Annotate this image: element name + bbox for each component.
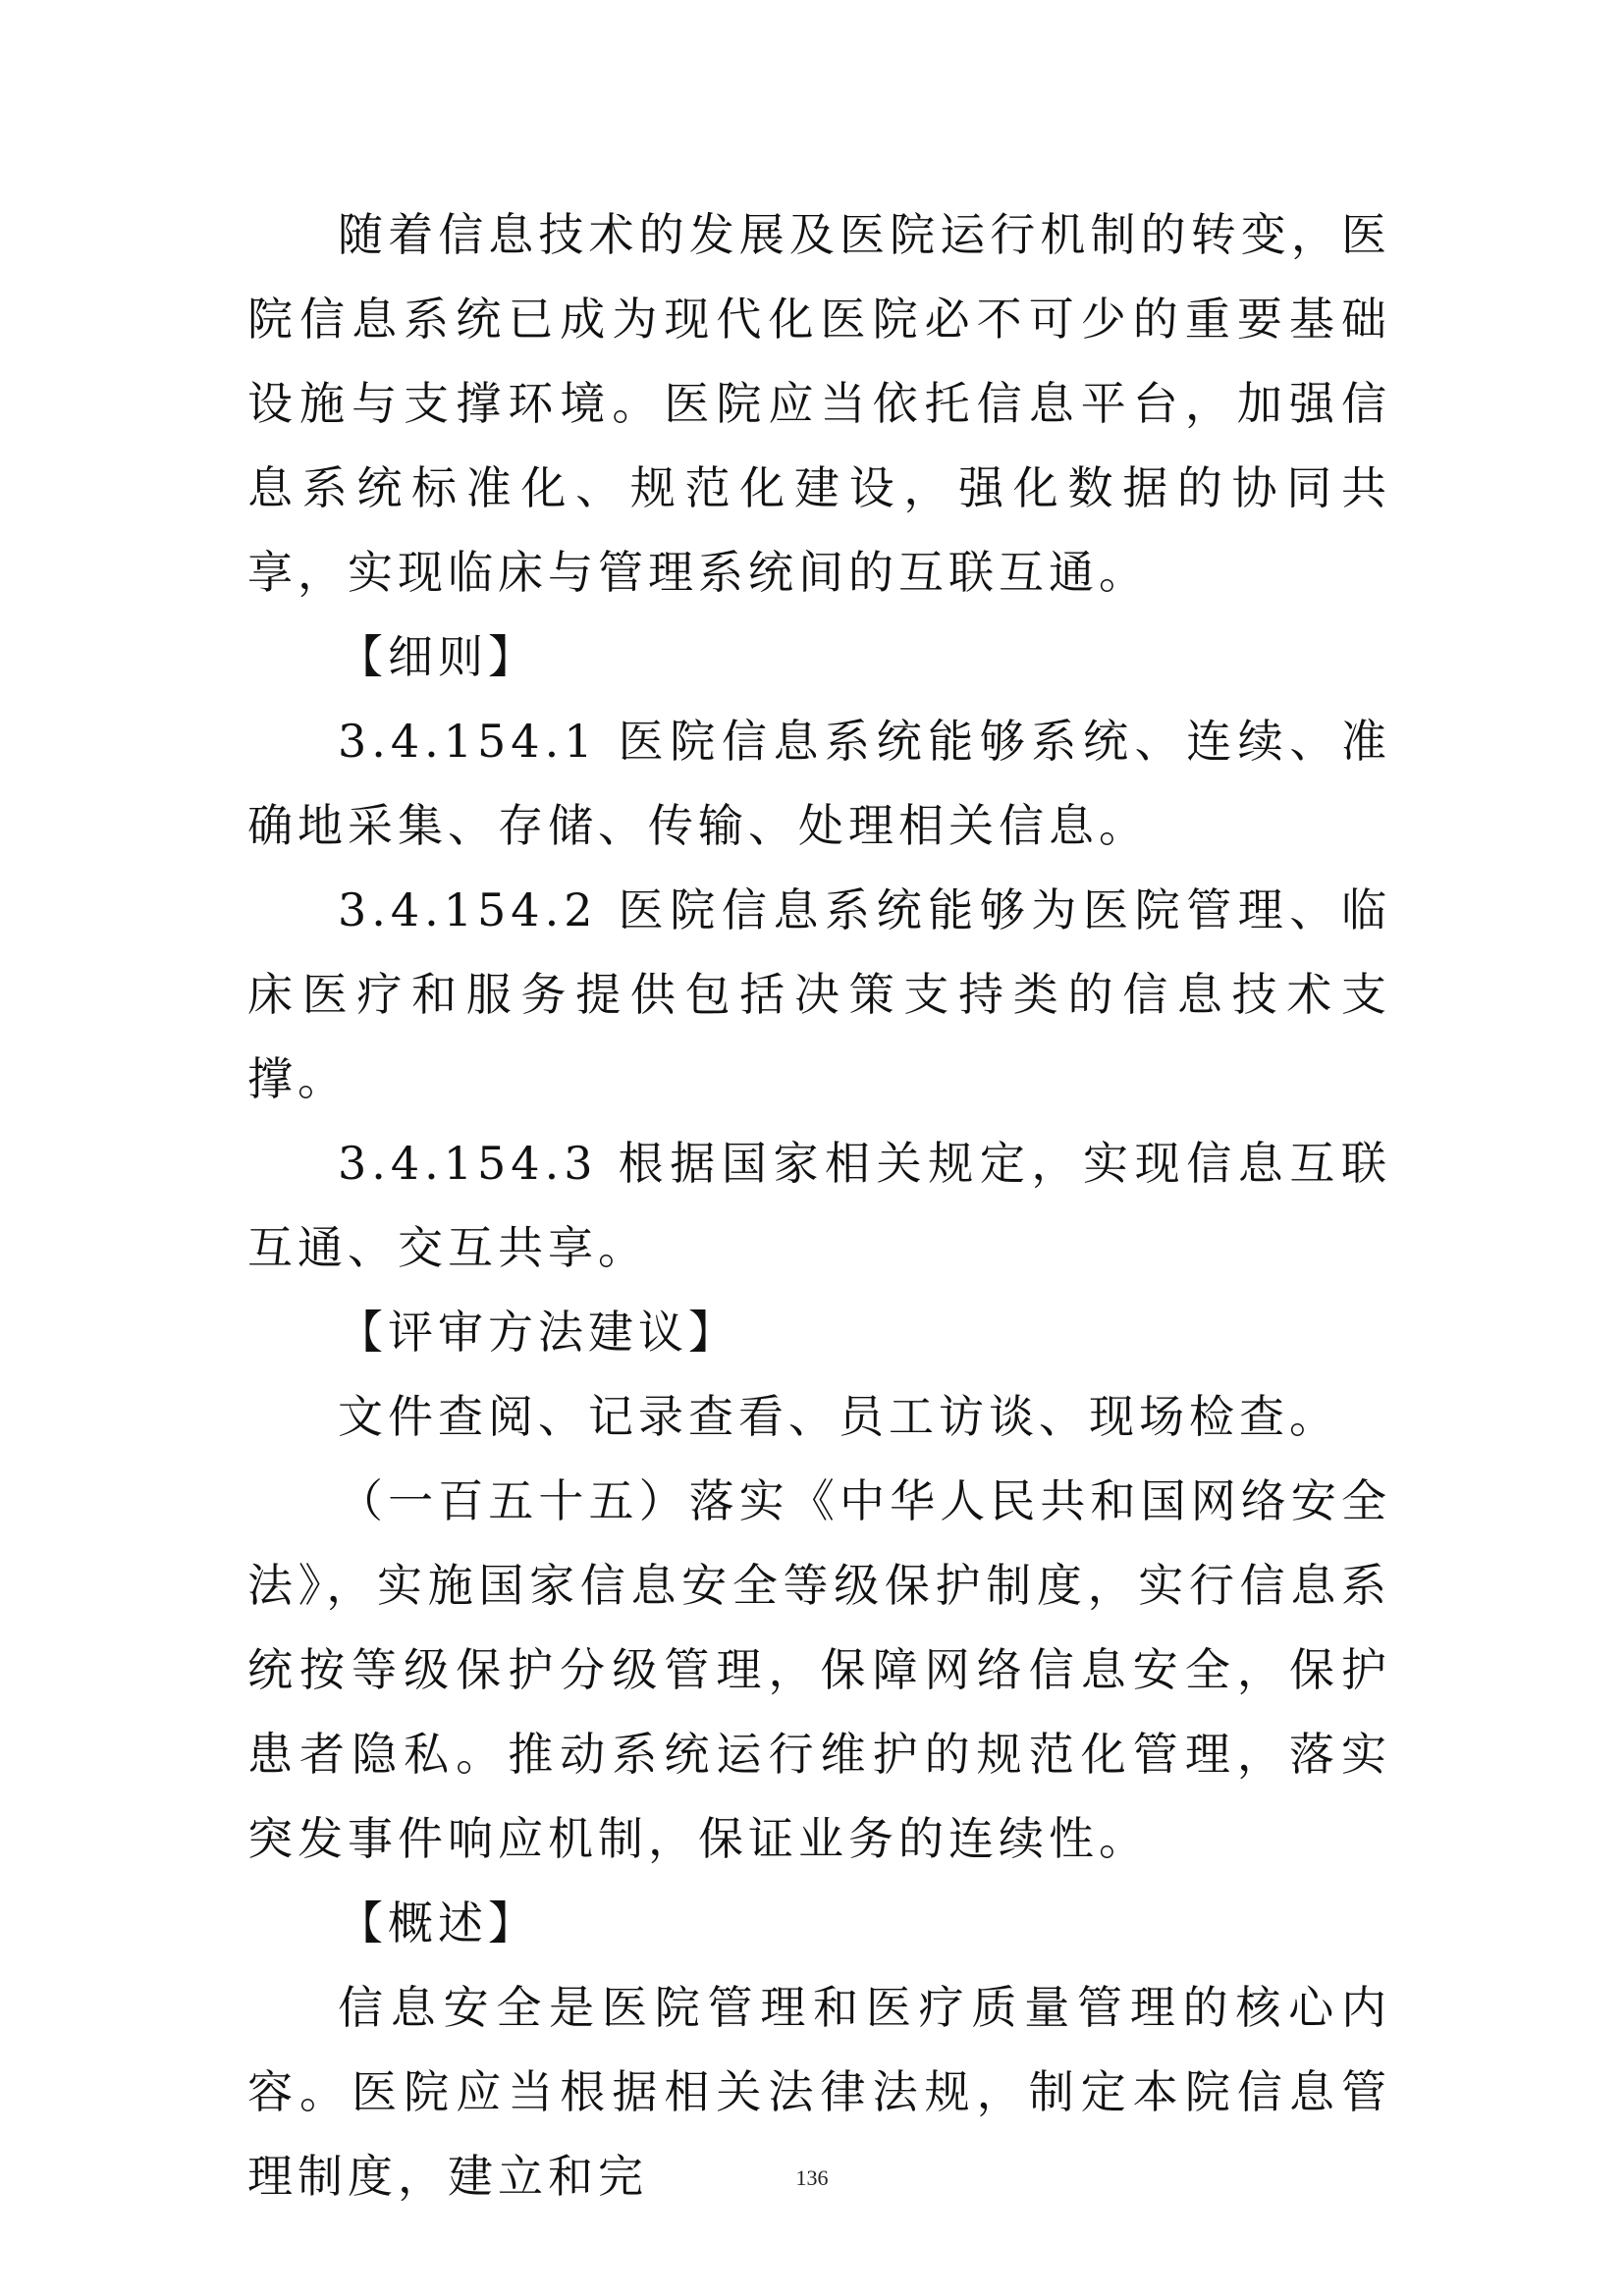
document-page [247, 192, 1391, 2218]
heading-details: 【细则】 [338, 630, 538, 683]
page-number: 136 [795, 2165, 829, 2190]
paragraph-rule-2: 3.4.154.2 医院信息系统能够为医院管理、临床医疗和服务提供包括决策支持类的信息技术支撑。 [247, 883, 1391, 1105]
heading-overview: 【概述】 [338, 1896, 538, 1949]
paragraph-rule-1: 3.4.154.1 医院信息系统能够系统、连续、准确地采集、存储、传输、处理相关信息。 [247, 715, 1391, 852]
paragraph-rule-3: 3.4.154.3 根据国家相关规定，实现信息互联互通、交互共享。 [247, 1137, 1391, 1274]
paragraph-intro: 随着信息技术的发展及医院运行机制的转变，医院信息系统已成为现代化医院必不可少的重要基础设施与支撑环境。医院应当依托信息平台，加强信息系统标准化、规范化建设，强化数据的协同共享，实现临床与管理系统间的互联互通。 [247, 208, 1391, 599]
paragraph-item-155: （一百五十五）落实《中华人民共和国网络安全法》，实施国家信息安全等级保护制度，实行信息系统按等级保护分级管理，保障网络信息安全，保护患者隐私。推动系统运行维护的规范化管理，落实突发事件响应机制，保证业务的连续性。 [247, 1474, 1391, 1865]
heading-review-methods: 【评审方法建议】 [338, 1306, 738, 1359]
paragraph-overview: 信息安全是医院管理和医疗质量管理的核心内容。医院应当根据相关法律法规，制定本院信息管理制度，建立和完 [247, 1981, 1391, 2203]
paragraph-review-methods: 文件查阅、记录查看、员工访谈、现场检查。 [338, 1390, 1339, 1443]
